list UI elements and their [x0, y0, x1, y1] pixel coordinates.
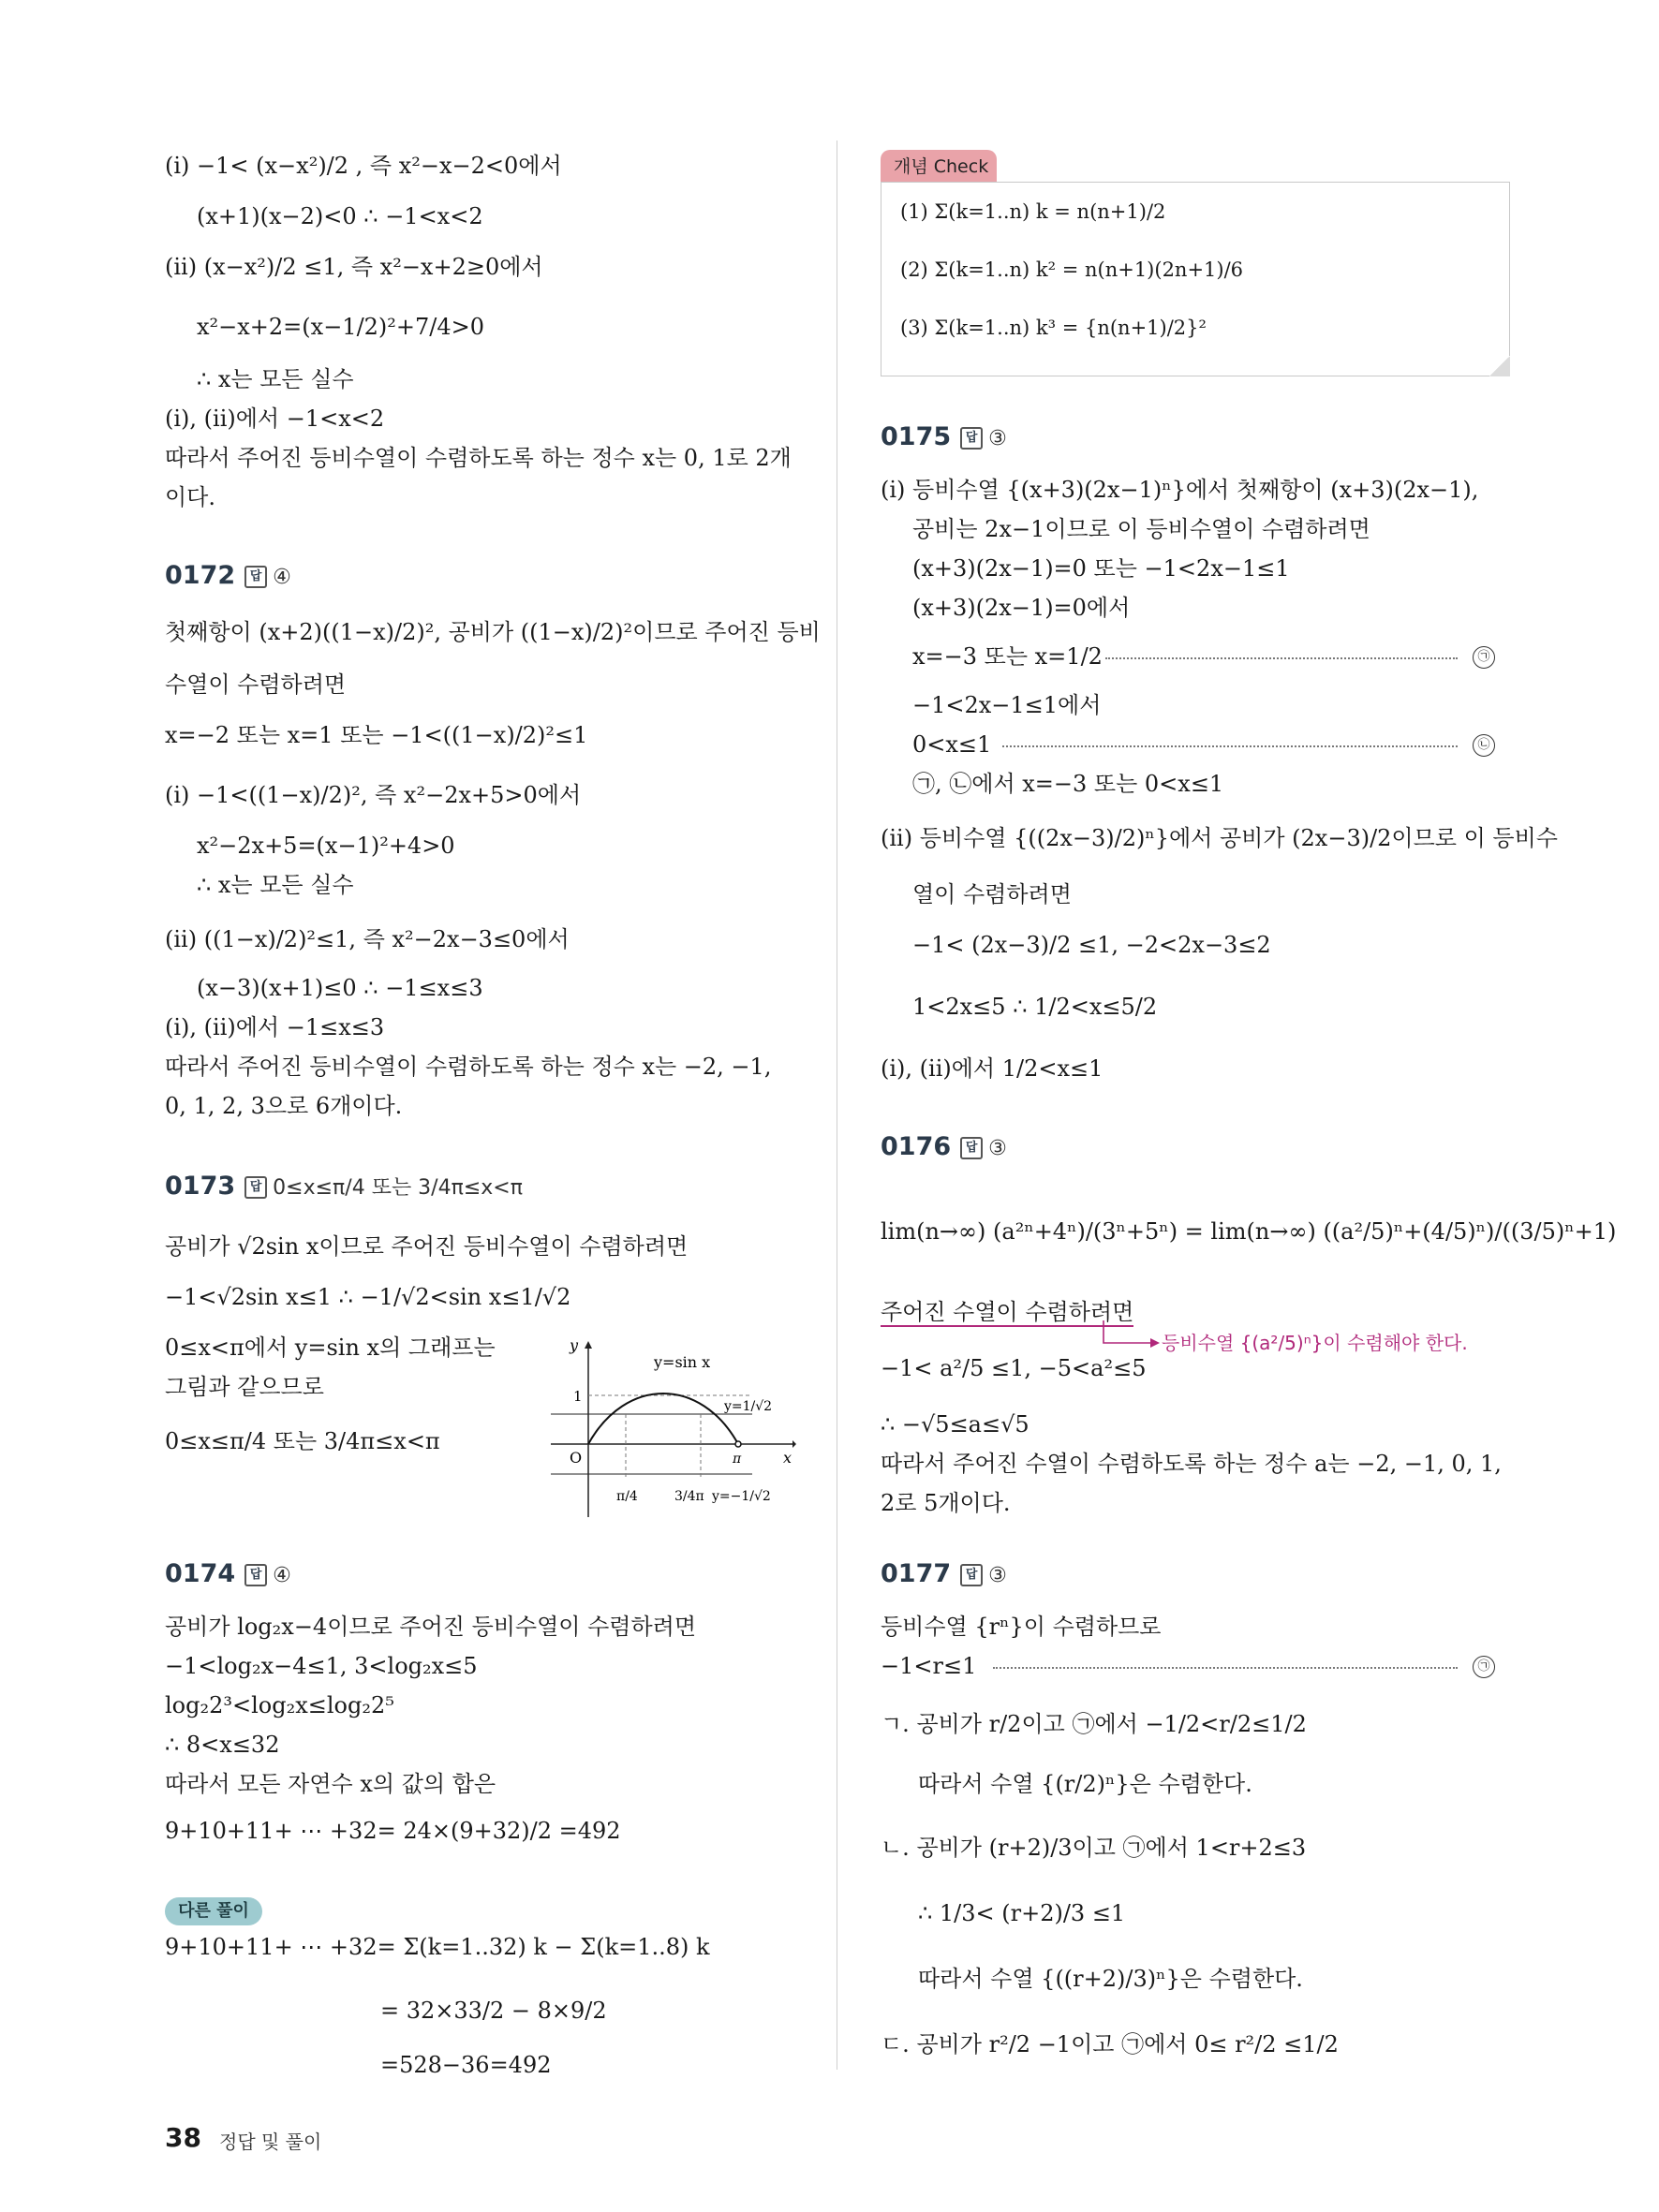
text-line: ㉠, ㉡에서 x=−3 또는 0<x≤1: [912, 771, 1224, 797]
answer-icon: 답: [960, 1137, 983, 1159]
text-line: 9+10+11+ ⋯ +32= Σ(k=1..32) k − Σ(k=1..8) k: [165, 1934, 710, 1960]
text-line: −1< (2x−3)/2 ≤1, −2<2x−3≤2: [912, 932, 1271, 958]
answer-value: ③: [988, 1137, 1007, 1160]
text-line: 그림과 같으므로: [165, 1374, 324, 1400]
text-line: ㄷ. 공비가 r²/2 −1이고 ㉠에서 0≤ r²/2 ≤1/2: [881, 2031, 1339, 2057]
problem-number: 0172: [165, 561, 236, 590]
mark-circle-2: ㉡: [1473, 734, 1495, 757]
text-line: (x+3)(2x−1)=0 또는 −1<2x−1≤1: [912, 555, 1290, 582]
text-line: 9+10+11+ ⋯ +32= 24×(9+32)/2 =492: [165, 1818, 621, 1844]
problem-number: 0174: [165, 1559, 236, 1588]
answer-icon: 답: [244, 1176, 267, 1199]
problem-heading: [165, 1172, 523, 1202]
text-line: x=−3 또는 x=1/2: [912, 643, 1103, 670]
problem-number: 0175: [881, 422, 952, 451]
annotation-note: 등비수열 {(a²/5)ⁿ}이 수렴해야 한다.: [1162, 1332, 1468, 1354]
y-label: y: [570, 1339, 579, 1354]
text-line: (i), (ii)에서 −1<x<2: [165, 406, 385, 432]
text-line: x=−2 또는 x=1 또는 −1<((1−x)/2)²≤1: [165, 722, 588, 748]
curve-label: y=sin x: [654, 1353, 711, 1371]
text-line: −1<2x−1≤1에서: [912, 692, 1102, 718]
text-line: =528−36=492: [380, 2052, 552, 2078]
text-line: (i) −1< (x−x²)/2 , 즉 x²−x−2<0에서: [165, 153, 562, 179]
text-line: ∴ 8<x≤32: [165, 1732, 280, 1758]
text-line: 따라서 수열 {(r/2)ⁿ}은 수렴한다.: [918, 1771, 1252, 1797]
sine-curve: [588, 1394, 738, 1444]
text-line: = 32×33/2 − 8×9/2: [380, 1998, 607, 2024]
x-axis-arrow-icon: [792, 1440, 796, 1448]
concept-check-tab: 개념 Check: [881, 150, 997, 184]
text-line: 수열이 수렴하려면: [165, 671, 347, 698]
answer-icon: 답: [244, 566, 267, 588]
text-line: 따라서 모든 자연수 x의 값의 합은: [165, 1771, 496, 1797]
sine-graph: [551, 1339, 796, 1517]
text-line: −1<r≤1: [881, 1653, 977, 1679]
problem-heading: [881, 1133, 1007, 1163]
text-line: 공비가 log₂x−4이므로 주어진 등비수열이 수렴하려면: [165, 1614, 697, 1640]
footer-label: 정답 및 풀이: [219, 2131, 322, 2153]
text-line: 0≤x<π에서 y=sin x의 그래프는: [165, 1335, 496, 1361]
problem-number: 0177: [881, 1559, 952, 1588]
mark-circle-3: ㉠: [1473, 1656, 1495, 1678]
text-line: ∴ −√5≤a≤√5: [881, 1411, 1029, 1438]
text-line: 2로 5개이다.: [881, 1490, 1011, 1516]
text-line: (x−3)(x+1)≤0 ∴ −1≤x≤3: [197, 975, 483, 1001]
text-line: x²−2x+5=(x−1)²+4>0: [197, 833, 455, 859]
answer-icon: 답: [244, 1564, 267, 1586]
answer-value: ④: [273, 1564, 291, 1587]
pi-label: π: [733, 1452, 742, 1467]
x-label: x: [783, 1449, 792, 1467]
text-line: (x+1)(x−2)<0 ∴ −1<x<2: [197, 203, 483, 229]
text-line: ㄱ. 공비가 r/2이고 ㉠에서 −1/2<r/2≤1/2: [881, 1711, 1307, 1737]
text-line: 등비수열 {rⁿ}이 수렴하므로: [881, 1614, 1162, 1640]
text-line: 첫째항이 (x+2)((1−x)/2)², 공비가 ((1−x)/2)²이므로 주어진 등비: [165, 619, 821, 645]
text-line: 공비는 2x−1이므로 이 등비수열이 수렴하려면: [912, 516, 1370, 542]
text-line: (ii) 등비수열 {((2x−3)/2)ⁿ}에서 공비가 (2x−3)/2이므로 이 등비수: [881, 825, 1558, 851]
text-line: −1< a²/5 ≤1, −5<a²≤5: [881, 1355, 1147, 1381]
text-line: 1<2x≤5 ∴ 1/2<x≤5/2: [912, 994, 1158, 1020]
check-item: (1) Σ(k=1..n) k = n(n+1)/2: [900, 200, 1166, 223]
problem-heading: [165, 1560, 291, 1590]
text-line: ∴ 1/3< (r+2)/3 ≤1: [918, 1900, 1126, 1926]
text-line: 0≤x≤π/4 또는 3/4π≤x<π: [165, 1428, 440, 1454]
underlined-condition: 주어진 수열이 수렴하려면: [881, 1299, 1134, 1325]
text-line: (i) 등비수열 {(x+3)(2x−1)ⁿ}에서 첫째항이 (x+3)(2x−1),: [881, 477, 1479, 503]
text-line: 이다.: [165, 484, 215, 510]
text-line: (i) −1<((1−x)/2)², 즉 x²−2x+5>0에서: [165, 782, 582, 808]
pi4-label: π/4: [616, 1489, 638, 1504]
text-line: 0<x≤1: [912, 731, 992, 758]
text-line: (i), (ii)에서 1/2<x≤1: [881, 1055, 1104, 1082]
text-line: 따라서 주어진 등비수열이 수렴하도록 하는 정수 x는 −2, −1,: [165, 1054, 772, 1080]
note-arrow-icon: [1102, 1320, 1162, 1352]
mark-circle-1: ㉠: [1473, 646, 1495, 669]
text-line: (ii) (x−x²)/2 ≤1, 즉 x²−x+2≥0에서: [165, 254, 543, 280]
text-line: ∴ x는 모든 실수: [197, 366, 354, 392]
text-line: ㄴ. 공비가 (r+2)/3이고 ㉠에서 1<r+2≤3: [881, 1835, 1307, 1861]
text-line: 따라서 주어진 수열이 수렴하도록 하는 정수 a는 −2, −1, 0, 1,: [881, 1451, 1502, 1477]
answer-value: 0≤x≤π/4 또는 3/4π≤x<π: [273, 1176, 523, 1200]
y-axis-arrow-icon: [585, 1341, 592, 1349]
text-line: 따라서 수열 {((r+2)/3)ⁿ}은 수렴한다.: [918, 1966, 1303, 1992]
one-label: 1: [573, 1388, 583, 1405]
origin-label: O: [570, 1449, 583, 1467]
text-line: −1<log₂x−4≤1, 3<log₂x≤5: [165, 1653, 478, 1679]
problem-heading: [165, 562, 291, 592]
dotted-leader: [993, 1667, 1458, 1669]
problem-heading: [881, 1560, 1007, 1590]
box-corner-fold: [1489, 356, 1510, 376]
text-line: x²−x+2=(x−1/2)²+7/4>0: [197, 314, 485, 340]
text-line: 공비가 √2sin x이므로 주어진 등비수열이 수렴하려면: [165, 1233, 689, 1260]
text-line: (i), (ii)에서 −1≤x≤3: [165, 1014, 385, 1040]
text-line: [881, 1298, 1133, 1326]
3pi4-label: 3/4π: [674, 1489, 704, 1504]
open-endpoint: [735, 1441, 741, 1447]
problem-heading: [881, 423, 1007, 453]
dotted-leader: [1105, 657, 1458, 659]
answer-value: ③: [988, 1564, 1007, 1587]
check-item: (3) Σ(k=1..n) k³ = {n(n+1)/2}²: [900, 317, 1207, 339]
answer-icon: 답: [960, 1564, 983, 1586]
problem-number: 0173: [165, 1172, 236, 1201]
lower-label: y=−1/√2: [712, 1489, 771, 1504]
dotted-leader: [1002, 745, 1458, 747]
text-line: 열이 수렴하려면: [912, 881, 1072, 907]
text-line: (ii) ((1−x)/2)²≤1, 즉 x²−2x−3≤0에서: [165, 926, 570, 952]
answer-value: ③: [988, 427, 1007, 450]
alt-solution-badge: 다른 풀이: [165, 1897, 262, 1925]
concept-check-box: [881, 182, 1510, 376]
text-line: log₂2³<log₂x≤log₂2⁵: [165, 1692, 394, 1718]
check-item: (2) Σ(k=1..n) k² = n(n+1)(2n+1)/6: [900, 258, 1244, 281]
text-line: (x+3)(2x−1)=0에서: [912, 595, 1131, 621]
problem-number: 0176: [881, 1132, 952, 1161]
text-line: 0, 1, 2, 3으로 6개이다.: [165, 1093, 403, 1119]
text-line: −1<√2sin x≤1 ∴ −1/√2<sin x≤1/√2: [165, 1284, 571, 1310]
answer-value: ④: [273, 566, 291, 589]
answer-icon: 답: [960, 427, 983, 450]
text-line: 따라서 주어진 등비수열이 수렴하도록 하는 정수 x는 0, 1로 2개: [165, 445, 792, 471]
text-line: lim(n→∞) (a²ⁿ+4ⁿ)/(3ⁿ+5ⁿ) = lim(n→∞) ((a²/5)ⁿ+(4/5)ⁿ)/((3/5)ⁿ+1): [881, 1218, 1617, 1245]
upper-label: y=1/√2: [724, 1399, 773, 1414]
page-number: 38: [165, 2122, 201, 2153]
text-line: ∴ x는 모든 실수: [197, 872, 354, 898]
